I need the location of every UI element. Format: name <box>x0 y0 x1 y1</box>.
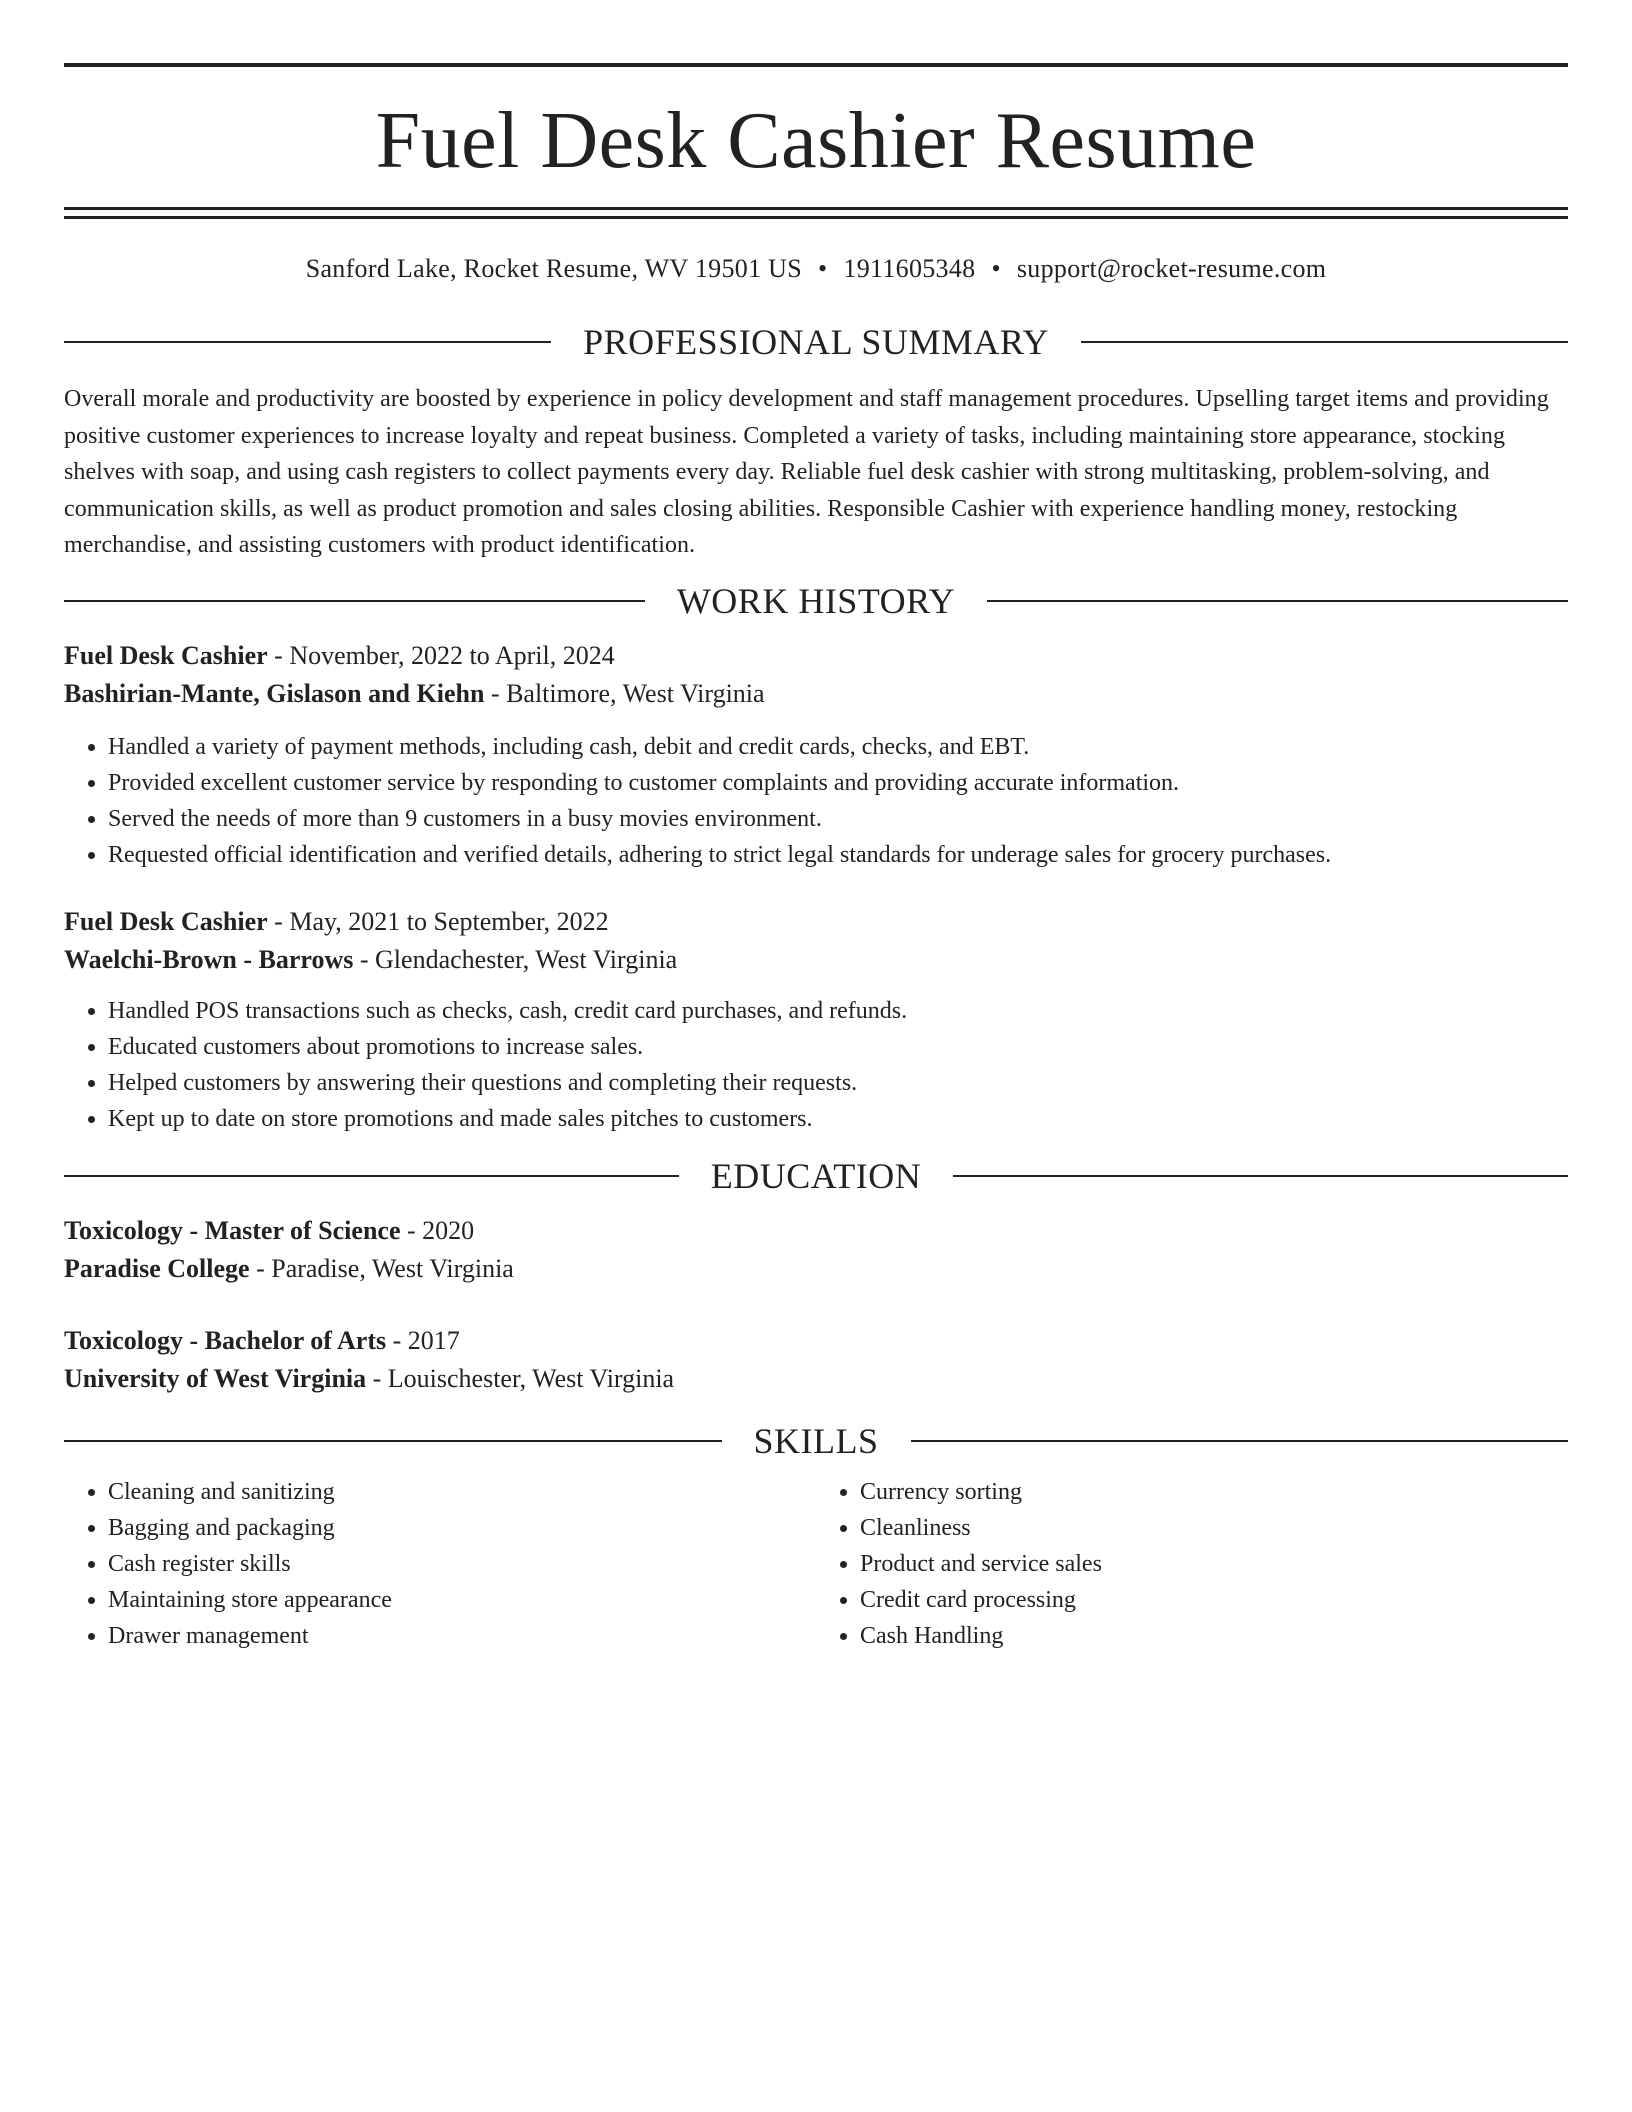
skill-item: • Maintaining store appearance <box>108 1582 816 1618</box>
section-heading-summary <box>64 317 1568 367</box>
section-heading-skills <box>64 1416 1568 1466</box>
school-location: - Paradise, West Virginia <box>249 1253 514 1283</box>
skill-item: • Cleanliness <box>860 1510 1568 1546</box>
section-rule <box>1081 341 1568 343</box>
degree-line <box>64 1212 1568 1250</box>
degree-year: - 2017 <box>386 1325 460 1355</box>
education-entry <box>64 1322 1568 1398</box>
list-item: • Kept up to date on store promotions and made sales pitches to customers. <box>108 1101 1568 1137</box>
job-company: Waelchi-Brown - Barrows <box>64 944 354 974</box>
job-company: Bashirian-Mante, Gislason and Kiehn <box>64 678 485 708</box>
degree-title: Toxicology - Master of Science <box>64 1215 401 1245</box>
contact-phone: 1911605348 <box>843 254 976 283</box>
section-rule <box>64 1440 722 1442</box>
job-bullets <box>64 729 1568 873</box>
list-item: • Handled a variety of payment methods, including cash, debit and credit cards, checks, and EBT. <box>108 729 1568 765</box>
section-rule <box>911 1440 1569 1442</box>
title-double-rule <box>64 207 1568 219</box>
job-location: - Baltimore, West Virginia <box>484 678 765 708</box>
contact-line <box>64 251 1568 287</box>
job-bullets <box>64 993 1568 1137</box>
contact-email: support@rocket-resume.com <box>1016 254 1327 283</box>
summary-paragraph: Overall morale and productivity are boosted by experience in policy development and staff management procedures. Upselling target items and providing positive customer experiences to increase loyalty and repeat business. Completed a variety of tasks, including maintaining store appearance, stocking shelves with soap, and using cash registers to collect payments every day. Reliable fuel desk cashier with strong multitasking, problem-solving, and communication skills, as well as product promotion and sales closing abilities. Responsible Cashier with experience handling money, restocking merchandise, and assisting customers with product identification. <box>64 386 1549 558</box>
school-line <box>64 1250 1568 1288</box>
section-title: EDUCATION <box>710 1155 922 1196</box>
list-item: • Handled POS transactions such as checks, cash, credit card purchases, and refunds. <box>108 993 1568 1029</box>
list-item: • Requested official identification and verified details, adhering to strict legal standards for underage sales for grocery purchases. <box>108 837 1568 873</box>
contact-separator: • <box>991 254 1001 283</box>
section-heading-work <box>64 576 1568 626</box>
section-rule <box>64 600 645 602</box>
skills-list-left <box>64 1474 816 1654</box>
job-title-line <box>64 903 1568 941</box>
skill-item: • Cash register skills <box>108 1546 816 1582</box>
job-location: - Glendachester, West Virginia <box>353 944 678 974</box>
job-company-line <box>64 675 1568 713</box>
school-line <box>64 1360 1568 1398</box>
section-rule <box>64 1175 679 1177</box>
section-title: PROFESSIONAL SUMMARY <box>583 322 1049 362</box>
section-rule <box>987 600 1568 602</box>
skill-item: • Credit card processing <box>860 1582 1568 1618</box>
section-rule <box>953 1175 1568 1177</box>
section-rule <box>64 341 551 343</box>
skill-item: • Product and service sales <box>860 1546 1568 1582</box>
contact-separator: • <box>818 254 828 283</box>
job-role: Fuel Desk Cashier <box>64 640 268 670</box>
section-title: WORK HISTORY <box>676 580 956 621</box>
list-item: • Helped customers by answering their questions and completing their requests. <box>108 1065 1568 1101</box>
degree-title: Toxicology - Bachelor of Arts <box>64 1325 387 1355</box>
job-dates: - November, 2022 to April, 2024 <box>267 640 615 670</box>
skill-item: • Cleaning and sanitizing <box>108 1474 816 1510</box>
work-entry <box>64 637 1568 873</box>
document-title: Fuel Desk Cashier Resume <box>375 97 1257 185</box>
school-name: University of West Virginia <box>64 1363 367 1393</box>
degree-year: - 2020 <box>400 1215 475 1245</box>
skill-item: • Currency sorting <box>860 1474 1568 1510</box>
job-dates: - May, 2021 to September, 2022 <box>267 906 609 936</box>
education-entry <box>64 1212 1568 1288</box>
contact-address: Sanford Lake, Rocket Resume, WV 19501 US <box>305 254 803 283</box>
skills-list-right <box>816 1474 1568 1654</box>
section-title: SKILLS <box>753 1420 879 1461</box>
skill-item: • Cash Handling <box>860 1618 1568 1654</box>
work-entry <box>64 903 1568 1137</box>
skill-item: • Drawer management <box>108 1618 816 1654</box>
school-location: - Louischester, West Virginia <box>366 1363 675 1393</box>
skill-item: • Bagging and packaging <box>108 1510 816 1546</box>
skills-grid <box>64 1474 1568 1654</box>
school-name: Paradise College <box>64 1253 250 1283</box>
degree-line <box>64 1322 1568 1360</box>
job-company-line <box>64 941 1568 979</box>
list-item: • Served the needs of more than 9 customers in a busy movies environment. <box>108 801 1568 837</box>
job-title-line <box>64 637 1568 675</box>
job-role: Fuel Desk Cashier <box>64 906 268 936</box>
section-heading-education <box>64 1151 1568 1201</box>
list-item: • Provided excellent customer service by responding to customer complaints and providing accurate information. <box>108 765 1568 801</box>
list-item: • Educated customers about promotions to increase sales. <box>108 1029 1568 1065</box>
